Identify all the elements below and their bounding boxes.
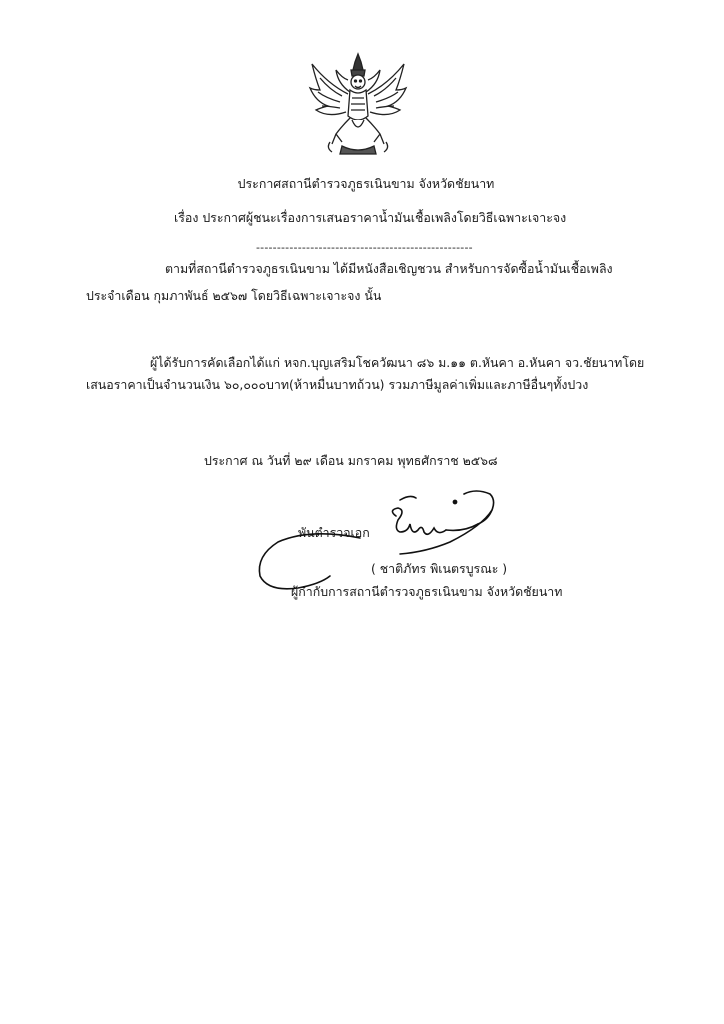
paragraph-1-line-1: ตามที่สถานีตำรวจภูธรเนินขาม ได้มีหนังสือเชิญชวน สำหรับการจัดซื้อน้ำมันเชื้อเพลิง <box>165 261 613 276</box>
announcement-date: ประกาศ ณ วันที่ ๒๙ เดือน มกราคม พุทธศักราช ๒๕๖๘ <box>204 453 498 468</box>
handwritten-signature-icon <box>250 480 510 605</box>
signer-name: ( ชาติภัทร พิเนตรบูรณะ ) <box>371 561 508 576</box>
header-divider: ---------------------------------------------------- <box>256 241 473 254</box>
signer-rank: พันตำรวจเอก <box>298 525 370 540</box>
garuda-emblem-icon <box>306 50 410 158</box>
paragraph-1-line-2: ประจำเดือน กุมภาพันธ์ ๒๕๖๗ โดยวิธีเฉพาะเจาะจง นั้น <box>86 288 382 303</box>
announcement-subject: เรื่อง ประกาศผู้ชนะเรื่องการเสนอราคาน้ำมันเชื้อเพลิงโดยวิธีเฉพาะเจาะจง <box>174 210 567 225</box>
announcement-title: ประกาศสถานีตำรวจภูธรเนินขาม จังหวัดชัยนาท <box>237 176 495 191</box>
paragraph-2-line-1: ผู้ได้รับการคัดเลือกได้แก่ หจก.บุญเสริมโชควัฒนา ๘๖ ม.๑๑ ต.หันคา อ.หันคา จว.ชัยนาทโดย <box>150 355 645 370</box>
paragraph-2-line-2: เสนอราคาเป็นจำนวนเงิน ๖๐,๐๐๐บาท(ห้าหมื่นบาทถ้วน) รวมภาษีมูลค่าเพิ่มและภาษีอื่นๆทั้งปวง <box>86 377 589 392</box>
signer-position: ผู้กำกับการสถานีตำรวจภูธรเนินขาม จังหวัดชัยนาท <box>291 584 563 599</box>
